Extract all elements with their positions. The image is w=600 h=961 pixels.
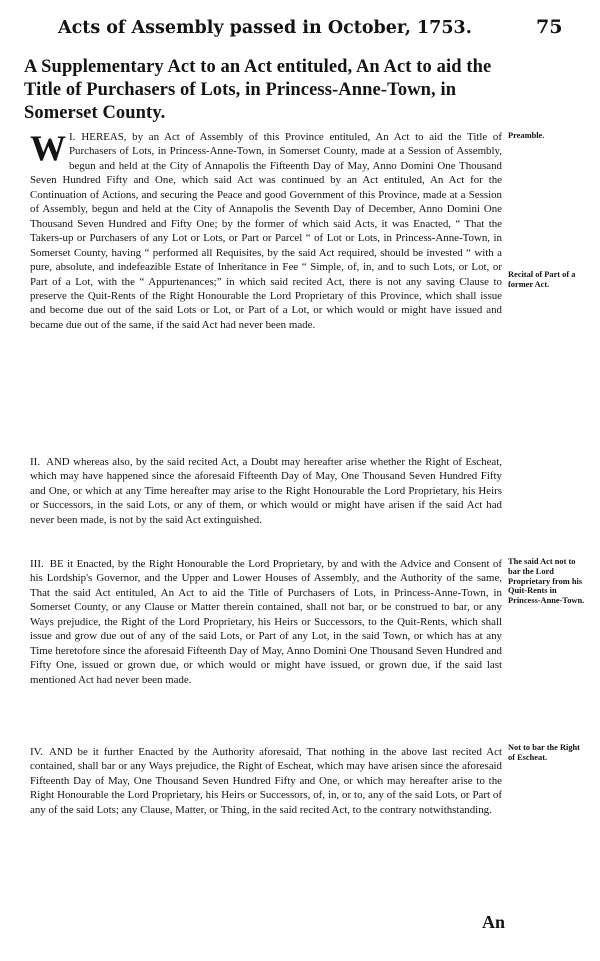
drop-cap: W (30, 128, 66, 168)
paragraph-text: BE it Enacted, by the Right Honourable the Lord Proprietary, by and with the Advice and Consent of his Lordship's Governor, and the Upper and Lower Houses of Assembly, and the Authority of the same, That the said Act entituled, An Act to aid the Title of Purchasers of Lots, in Princess-Anne-Town, in Somerset County, or any Clause or Matter therein contained, shall not bar, or be construed to bar, or any Ways prejudice, the Right of the Lord Proprietary, his Heirs or Successors, to the Quit-Rents, which shall issue and grow due out of any of the said Lots, or Part of any Lot, in the said Town, or which has at any Time heretofore since the aforesaid Fifteenth Day of May, Anno Domini One Thousand Seven Hundred and Fifty One, issued or grown due, or which would or might have issued, or grown due, if the said last mentioned Act had never been made. (30, 558, 502, 686)
margin-note-recital: Recital of Part of a former Act. (508, 270, 576, 289)
paragraph-text: HEREAS, by an Act of Assembly of this Province entituled, An Act to aid the Title of Purchasers of Lots, in Princess-Anne-Town, in Somerset County, made at a Session of Assembly, begun and held at the City of Annapolis the Fifteenth Day of May, Anno Domini One Thousand Seven Hundred Fifty and One, which said Act was continued by an Act entituled, An Act for the Continuation of Actions, and securing the Peace and good Government of this Province, made at a Session of Assembly, begun and held at the City of Annapolis the Seventh Day of December, Anno Domini One Thousand Seven Hundred and Fifty One; by the former of which said Acts, it was Enacted, “ That the Takers-up or Purchasers of any Lot or Lots, or Part or Parcel “ of Lot or Lots, in Princess-Anne-Town, in Somerset County, having “ performed all Requisites, by the said Act required, should be invested “ with a pure, absolute, and indefeazible Estate of Inheritance in Fee “ Simple, of, in, and to such Lots, or Lot, or Part of a Lot, with the “ Appurtenances;” in which said recited Act, there is not any saving Clause to preserve the Quit-Rents of the Right Honourable the Lord Proprietary of this Province, which shall issue and become due out of the said Lots or Lot, or Part of a Lot, or which would or might have issued and became due out of the same, if the said Act had never been made. (30, 131, 502, 331)
margin-note-quit-rents: The said Act not to bar the Lord Proprietary from his Quit-Rents in Princess-Anne-Town. (508, 557, 585, 606)
paragraph-2 (30, 455, 502, 527)
paragraph-3 (30, 557, 502, 687)
margin-note-preamble: Preamble. (508, 131, 545, 140)
paragraph-number: I. (69, 131, 76, 143)
paragraph-number: III. (30, 558, 44, 570)
catchword: An (482, 912, 506, 932)
paragraph-1 (30, 130, 502, 332)
act-title: A Supplementary Act to an Act entituled, An Act to aid the Title of Purchasers of Lots, in Princess-Anne-Town, in Somerset County. (24, 57, 492, 123)
paragraph-number: II. (30, 456, 41, 468)
margin-note-escheat: Not to bar the Right of Escheat. (508, 743, 580, 762)
paragraph-4 (30, 745, 502, 817)
paragraph-text: AND be it further Enacted by the Authority aforesaid, That nothing in the above last recited Act contained, shall bar or any Ways prejudice, the Right of Escheat, which may have arisen since the aforesaid Fifteenth Day of May, One Thousand Seven Hundred Fifty and One, or which may hereafter arise to the Right Honourable the Lord Proprietary, his Heirs or Successors, of, in, or to, any of the said Lots, or Part of any of the said Lots; any Clause, Matter, or Thing, in the said recited Act, to the contrary notwithstanding. (30, 746, 502, 816)
running-head: Acts of Assembly passed in October, 1753. (58, 18, 472, 38)
page-number: 75 (536, 16, 563, 38)
paragraph-text: AND whereas also, by the said recited Act, a Doubt may hereafter arise whether the Right of Escheat, which may have happened since the aforesaid Fifteenth Day of May, One Thousand Seven Hundred Fifty and One, or which at any Time hereafter may arise to the Right Honourable the Lord Proprietary, his Heirs or Successors, in the said Lots, or any of them, or which would or might have arisen if the said Act had never been made, is not by the said Act extinguished. (30, 456, 502, 526)
paragraph-number: IV. (30, 746, 43, 758)
